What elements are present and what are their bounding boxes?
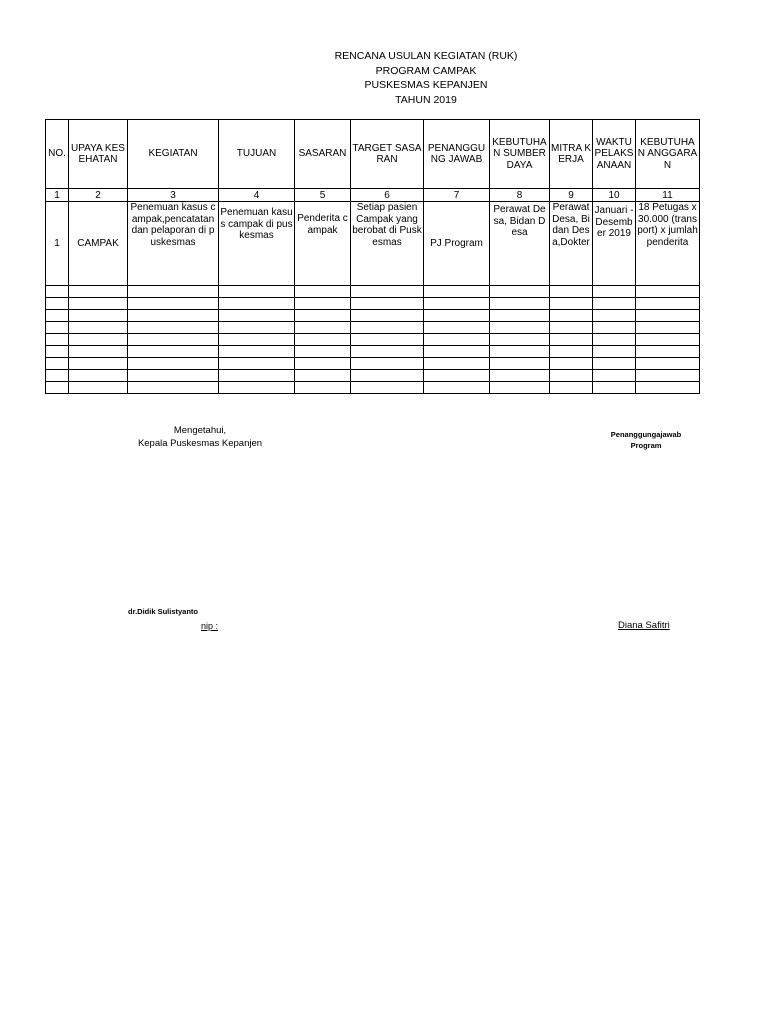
table-row-empty [46, 310, 700, 322]
column-number: 2 [69, 189, 128, 202]
column-header: SASARAN [295, 120, 351, 189]
cell-kegiatan: Penemuan kasus campak,pencatatan dan pelaporan di puskesmas [128, 202, 219, 286]
column-number: 5 [295, 189, 351, 202]
cell-sumber-daya: Perawat Desa, Bidan Desa [490, 202, 550, 286]
responsible-name: Diana Safitri [618, 620, 670, 631]
approver-nip: nip : [201, 621, 219, 631]
column-header: PENANGGUNG JAWAB [424, 120, 490, 189]
cell-no: 1 [46, 202, 69, 286]
title-line: TAHUN 2019 [395, 93, 457, 106]
table-row-empty [46, 346, 700, 358]
table-row-empty [46, 322, 700, 334]
column-number: 3 [128, 189, 219, 202]
cell-waktu: Januari - Desember 2019 [593, 202, 636, 286]
table-row-empty [46, 370, 700, 382]
title-line: PROGRAM CAMPAK [375, 64, 477, 77]
table-row-empty [46, 382, 700, 394]
column-number-row [46, 189, 700, 202]
column-number: 6 [351, 189, 424, 202]
approval-label: Mengetahui, [173, 425, 227, 436]
cell-mitra: Perawat Desa, Bidan Desa,Dokter [550, 202, 593, 286]
column-number: 9 [550, 189, 593, 202]
signature-left [130, 424, 270, 450]
column-header: TARGET SASARAN [351, 120, 424, 189]
column-header: WAKTU PELAKSANAAN [593, 120, 636, 189]
column-number: 10 [593, 189, 636, 202]
title-line: PUSKESMAS KEPANJEN [364, 79, 488, 91]
column-number: 1 [46, 189, 69, 202]
table-row [46, 202, 700, 286]
table-header-row [46, 120, 700, 189]
column-header: UPAYA KESEHATAN [69, 120, 128, 189]
column-header: KEGIATAN [128, 120, 219, 189]
column-header: KEBUTUHAN ANGGARAN [636, 120, 700, 189]
table-row-empty [46, 286, 700, 298]
column-number: 7 [424, 189, 490, 202]
column-number: 4 [219, 189, 295, 202]
ruk-table [45, 119, 700, 394]
column-header: KEBUTUHAN SUMBER DAYA [490, 120, 550, 189]
cell-pj: PJ Program [424, 202, 490, 286]
table-row-empty [46, 358, 700, 370]
document-title [0, 49, 768, 107]
column-number: 11 [636, 189, 700, 202]
table-row-empty [46, 298, 700, 310]
cell-tujuan: Penemuan kasus campak di puskesmas [219, 202, 295, 286]
cell-anggaran: 18 Petugas x 30.000 (transport) x jumlah penderita [636, 202, 700, 286]
approver-title: Kepala Puskesmas Kepanjen [137, 438, 263, 449]
column-header: MITRA KERJA [550, 120, 593, 189]
column-header: NO. [46, 120, 69, 189]
cell-upaya: CAMPAK [69, 202, 128, 286]
column-number: 8 [490, 189, 550, 202]
title-line: RENCANA USULAN KEGIATAN (RUK) [334, 50, 518, 62]
table-row-empty [46, 334, 700, 346]
approver-name: dr.Didik Sulistyanto [128, 607, 199, 616]
column-header: TUJUAN [219, 120, 295, 189]
cell-sasaran: Penderita campak [295, 202, 351, 286]
cell-target: Setiap pasien Campak yang berobat di Puskesmas [351, 202, 424, 286]
signature-right-title: Penanggungajawab Program [610, 430, 682, 450]
